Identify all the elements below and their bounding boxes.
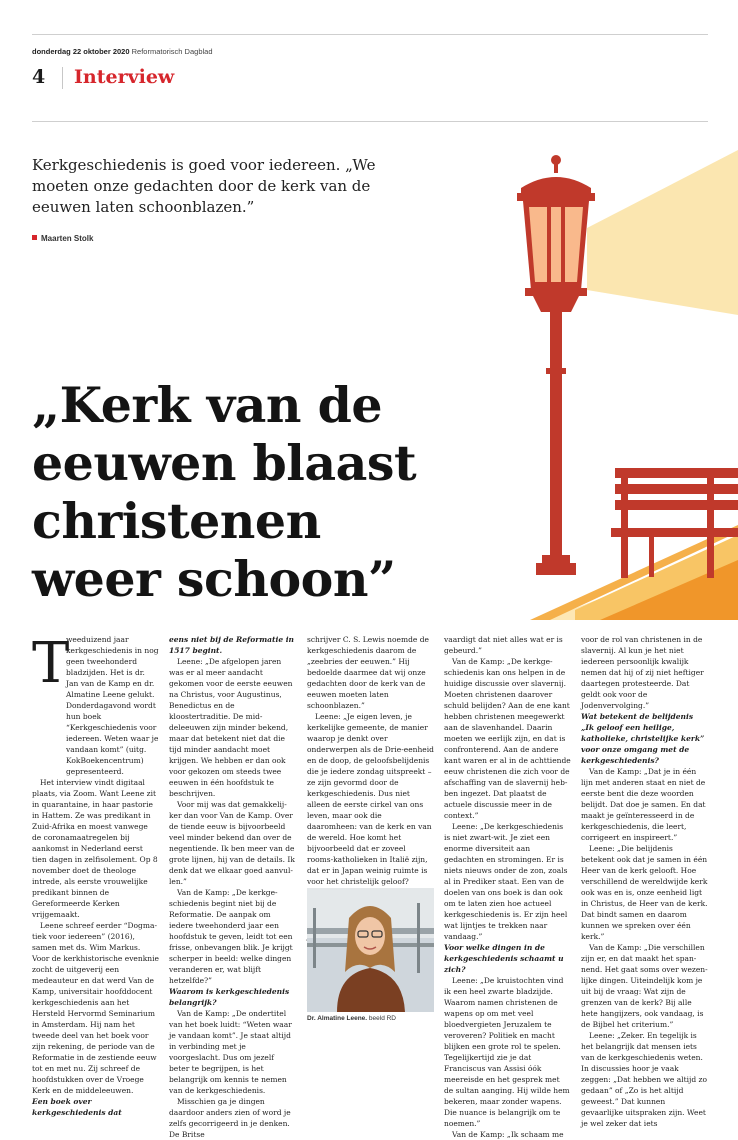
- author-name: Maarten Stolk: [41, 234, 94, 243]
- header-rule: [32, 121, 708, 122]
- col3-paragraph: Leene: „Je eigen leven, je kerkelijke gemeente, de manier waarop je denkt over onderwerpen als de Drie-eenheid en de doop, de geloofsbelijdenis die je iedere zondag uitspreekt – ze zijn gevormd door de kerkgeschiedenis. Dus niet alleen de eerste cirkel van ons leven, maar ook die daaromheen: van de kerk en van de wereld. Hoe komt het bijvoorbeeld dat er zoveel rooms-katholieken in Italië zijn, dat er in Japan weinig ruimte is voor het christelijk geloof?: [307, 712, 434, 886]
- header-divider: [62, 67, 63, 89]
- headline-line-1: „Kerk van de: [32, 376, 383, 434]
- col5-paragraph: Leene: „Zeker. En tegelijk is het belangrijk dat mensen iets van de kerkgeschiedenis weten. In discussies hoor je vaak zeggen: „Dat hebben we altijd zo gedaan” of „Zo is het altijd geweest.” Dat kunnen gevaarlijke uitspraken zijn. Weet je wel zeker dat iets: [581, 1031, 707, 1128]
- col1-lead: weeduizend jaar kerkgeschiedenis in nog geen tweehonderd bladzijden. Het is dr. Jan van de Kamp en dr. Almatine Leene gelukt. Donderdagavond wordt hun boek “Kerkgeschiedenis voor iedereen. Weten waar je vandaan komt” (uitg. KokBoekencentrum) gepresenteerd.: [66, 635, 159, 776]
- col4-question: Voor welke dingen in de kerkgeschiedenis schaamt u zich?: [444, 943, 564, 974]
- page-number: 4: [32, 66, 46, 88]
- col4-paragraph: Leene: „De kerkgeschiedenis is niet zwart-wit. Je ziet een enorme diversiteit aan gedachten en stromingen. Er is niets nieuws onder de zon, zoals al in Prediker staat. Een van de doelen van ons boek is dan ook om te laten zien hoe actueel kerkgeschiedenis is. Er zijn heel wat lijntjes te trekken naar vandaag.”: [444, 822, 568, 941]
- col2-paragraph: Leene: „De afgelopen jaren was er al meer aandacht gekomen voor de eerste eeuwen na Christus, voor Augustinus, Benedictus en de kloostertraditie. De middeleeuwen zijn minder bekend, maar dat betekent niet dat die tijd minder aandacht moet krijgen. We hebben er dan ook voor gekozen om steeds twee eeuwen in één hoofdstuk te beschrijven.: [169, 657, 293, 798]
- publication-name: Reformatorisch Dagblad: [131, 47, 213, 56]
- section-title: Interview: [74, 66, 175, 88]
- col2-question: Waarom is kerkgeschiedenis belangrijk?: [169, 987, 290, 1007]
- col2-paragraph: Van de Kamp: „De kerkgeschiedenis begint niet bij de Reformatie. De aanpak om iedere tweehonderd jaar een hoofdstuk te geven, leidt tot een frisse, onbevangen blik. Je krijgt scherper in beeld: welke dingen veranderen er, wat blijft hetzelfde?”: [169, 888, 293, 985]
- body-column-5: [581, 634, 708, 1129]
- col1-paragraph: Het interview vindt digitaal plaats, via Zoom. Want Leene zit in quarantaine, in haar pastorie in Hattem. Ze was predikant in Zuid-Afrika en moest vanwege de coronamaatregelen bij aankomst in Nederland eerst tien dagen in zelfisolement. Op 8 november doet de theologe intrede, als eerste vrouwelijke predikant binnen de Gereformeerde Kerken vrijgemaakt.: [32, 778, 158, 919]
- article-headline: [32, 376, 452, 608]
- top-rule: [32, 34, 708, 35]
- col4-paragraph: Leene: „De kruistochten vind ik een heel zwarte bladzijde. Waarom namen christenen de wapens op om met veel bloedvergieten Jeruzalem te veroveren? Politiek en macht blijken een grote rol te spelen. Tegelijkertijd zie je dat Franciscus van Assisi óók meereisde en het gesprek met de sultan aanging. Hij wilde hem bekeren, maar zonder wapens. Die nuance is belangrijk om te noemen.”: [444, 976, 570, 1128]
- col2-question-cont: eens niet bij de Reformatie in 1517 begint.: [169, 635, 295, 655]
- col5-question: Wat betekent de belijdenis „Ik geloof een heilige, katholieke, christelijke kerk” voor onze omgang met de kerkgeschiedenis?: [581, 712, 705, 765]
- headline-line-4: weer schoon”: [32, 550, 396, 608]
- col5-paragraph: Van de Kamp: „Die verschillen zijn er, en dat maakt het spannend. Het gaat soms over wezenlijke dingen. Uiteindelijk kom je uit bij de vraag: Wat zijn de grenzen van de kerk? Bij alle hete hangijzers, ook vandaag, is de Bijbel het criterium.”: [581, 943, 708, 1029]
- article-intro: Kerkgeschiedenis is goed voor iedereen. „We moeten onze gedachten door de kerk van de eeuwen laten schoonblazen.”: [32, 156, 376, 216]
- drop-cap: T: [32, 631, 70, 696]
- lamp-glass: [529, 207, 583, 282]
- col5-paragraph: voor de rol van christenen in de slavernij. Al kun je het niet iedereen persoonlijk kwalijk nemen dat hij of zij niet heftiger daartegen protesteerde. Dat geldt ook voor de Jodenvervolging.”: [581, 635, 704, 710]
- headline-line-2: eeuwen blaast: [32, 434, 417, 492]
- light-beam: [587, 150, 738, 315]
- caption-credit: beeld RD: [368, 1015, 397, 1022]
- issue-date: donderdag 22 oktober 2020: [32, 47, 130, 56]
- col5-paragraph: Leene: „Die belijdenis betekent ook dat je samen in één Heer van de kerk gelooft. Hoe verschillend de wereldwijde kerk ook was en is, onze eenheid ligt in Christus, de Heer van de kerk. Dat bindt samen en daarom kunnen we spreken over één kerk.”: [581, 844, 708, 941]
- byline-marker-icon: [32, 235, 37, 240]
- col4-paragraph: vaardigt dat niet alles wat er is gebeurd.”: [444, 635, 563, 655]
- dateline: [32, 47, 213, 56]
- col3-paragraph: schrijver C. S. Lewis noemde de kerkgeschiedenis daarom de „zeebries der eeuwen.” Hij bedoelde daarmee dat wij onze gedachten door de kerk van de eeuwen moeten laten schoonblazen.”: [307, 635, 429, 710]
- body-column-4: [444, 634, 571, 1140]
- col1-question: Een boek over kerkgeschiedenis dat: [32, 1097, 122, 1117]
- col2-paragraph: Misschien ga je dingen daardoor anders zien of word je zelfs gecorrigeerd in je denken. De Britse: [169, 1097, 291, 1139]
- lamp-bench-illustration: [425, 150, 738, 620]
- author-photo: [307, 888, 434, 1012]
- col2-paragraph: Voor mij was dat gemakkelijker dan voor Van de Kamp. Over de tiende eeuw is bijvoorbeeld veel minder bekend dan over de negentiende. Ik ben meer van de grote lijnen, hij van de details. Ik denk dat we elkaar goed aanvullen.”: [169, 800, 295, 886]
- col2-paragraph: Van de Kamp: „De ondertitel van het boek luidt: “Weten waar je vandaan komt”. Je staat altijd in verbinding met je voorgeslacht. Dus om jezelf beter te begrijpen, is het belangrijk om kennis te nemen van de kerkgeschiedenis.: [169, 1009, 292, 1095]
- col5-paragraph: Van de Kamp: „Dat je in één lijn met anderen staat en niet de eerste bent die deze woorden belijdt. Dat doe je samen. En dat maakt je geïnteresseerd in de kerkgeschiedenis, die leert, corrigeert en inspireert.”: [581, 767, 706, 842]
- body-column-1: [32, 631, 159, 1118]
- byline: [32, 234, 93, 243]
- caption-name: Dr. Almatine Leene.: [307, 1015, 368, 1022]
- col4-paragraph: Van de Kamp: „De kerkgeschiedenis kan ons helpen in de huidige discussie over slavernij. Moeten christenen daarover schuld belijden? Aan de ene kant hebben christenen meegewerkt aan de slavenhandel. Daarin moeten we eerlijk zijn, en dat is confronterend. Aan de andere kant waren er al in de achttiende eeuw christenen die zich voor de afschaffing van de slavernij hebben ingezet. Dat plaatst de actuele discussie meer in de context.”: [444, 657, 571, 820]
- col1-paragraph: Leene schreef eerder “Dogmatiek voor iedereen” (2016), samen met ds. Wim Markus. Voor de kerkhistorische evenknie zocht de uitgeverij een medeauteur en dat werd Van de Kamp, universitair hoofddocent kerkgeschiedenis aan het Hersteld Hervormd Seminarium in Amsterdam. Hij nam het tweede deel van het boek voor zijn rekening, de periode van de Reformatie in de zestiende eeuw tot en met nu. Zij schreef de hoofdstukken over de Vroege Kerk en de middeleeuwen.: [32, 921, 159, 1095]
- col4-paragraph: Van de Kamp: „Ik schaam me: [452, 1130, 564, 1139]
- headline-line-3: christenen: [32, 492, 321, 550]
- photo-caption: [307, 1015, 396, 1022]
- body-column-2: [169, 634, 296, 1140]
